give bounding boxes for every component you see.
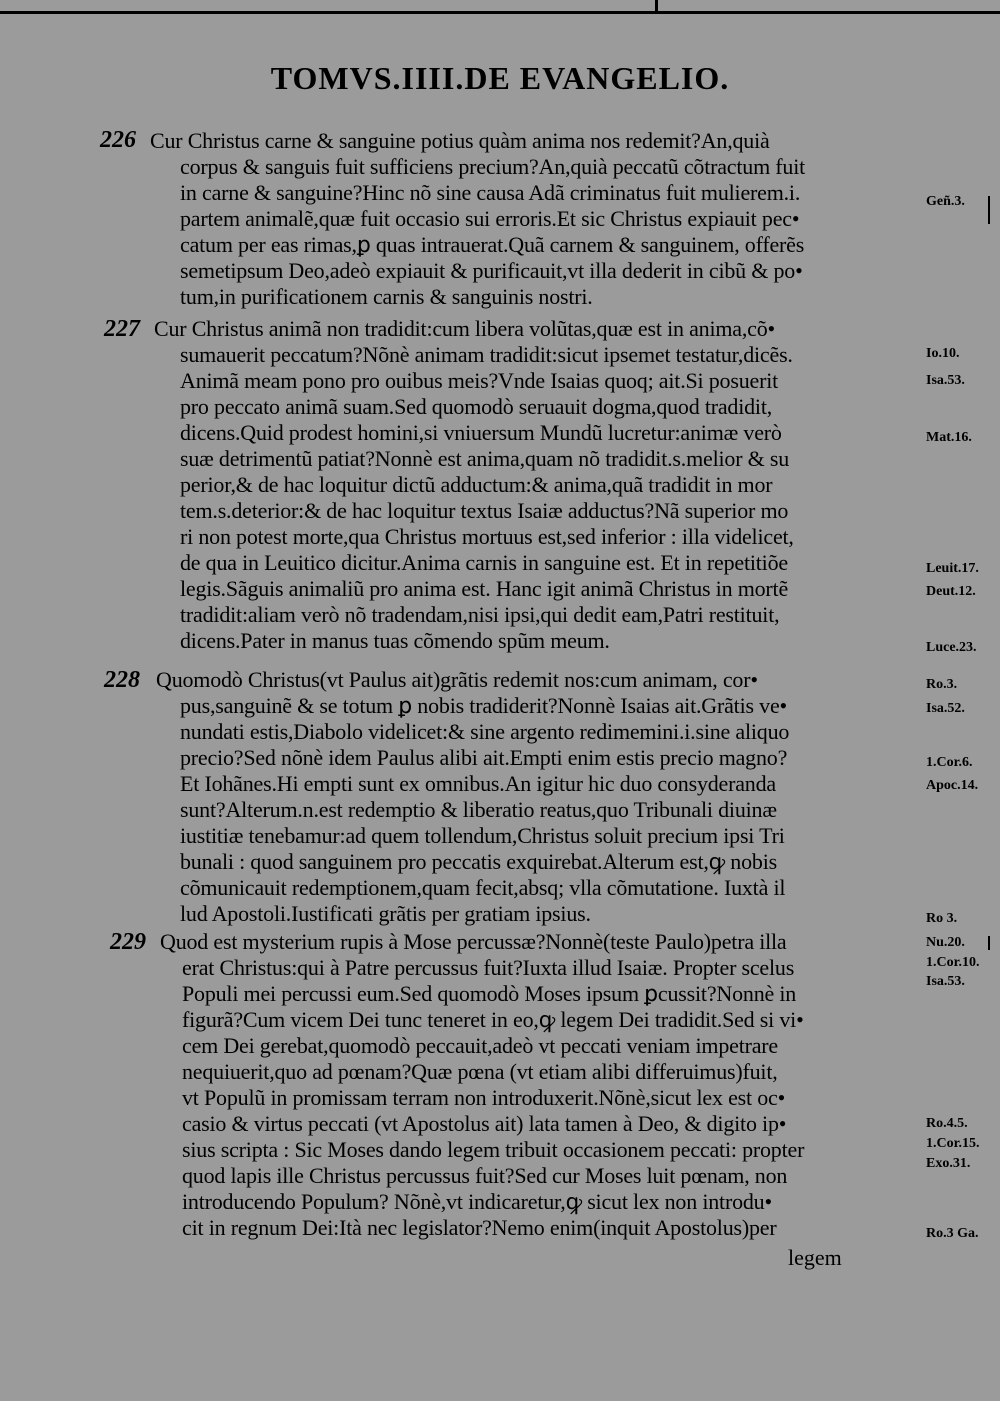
entry-line: nequiuerit,quo ad pœnam?Quæ pœna (vt etiam alibi differuimus)fuit,	[182, 1059, 778, 1084]
entry-number: 228	[104, 667, 140, 693]
entry-line: tradidit:aliam verò nõ tradendam,nisi ipsi,qui dedit eam,Patri restituit,	[180, 602, 780, 627]
margin-note: Isa.52.	[926, 701, 965, 716]
entry-line: iustitiæ tenebamur:ad quem tollendum,Christus soluit precium ipsi Tri	[180, 823, 785, 848]
entry-line: in carne & sanguine?Hinc nõ sine causa Adã criminatus fuit mulierem.i.	[180, 180, 801, 205]
entry-line: pus,sanguinẽ & se totum ꝑ nobis tradiderit?Nonnè Isaias ait.Grãtis ve•	[180, 693, 788, 718]
margin-note: Ro 3.	[926, 911, 958, 926]
entry-line: Quomodò Christus(vt Paulus ait)grãtis redemit nos:cum animam, cor•	[156, 667, 758, 692]
page-title: TOMVS.IIII.DE EVANGELIO.	[270, 60, 730, 96]
entry-line: Et Iohãnes.Hi empti sunt ex omnibus.An igitur hic duo consyderanda	[180, 771, 776, 796]
catchword: legem	[788, 1245, 842, 1270]
entry-line: partem animalẽ,quæ fuit occasio sui erroris.Et sic Christus expiauit pec•	[180, 206, 800, 231]
entry-line: Animã meam pono pro ouibus meis?Vnde Isaias quoq; ait.Si posuerit	[180, 368, 779, 393]
entry-number: 227	[104, 316, 140, 342]
entry-line: lud Apostoli.Iustificati grãtis per gratiam ipsius.	[180, 901, 591, 926]
entry-line: legis.Sãguis animaliũ pro anima est. Hanc igit animã Christus in mortẽ	[180, 576, 789, 601]
margin-note: Exo.31.	[926, 1156, 971, 1171]
entry-line: casio & virtus peccati (vt Apostolus ait) lata tamen à Deo, & digito ip•	[182, 1111, 787, 1136]
entry-line: nundati estis,Diabolo videlicet:& sine argento redimemini.i.sine aliquo	[180, 719, 790, 744]
entry-line: sunt?Alterum.n.est redemptio & liberatio reatus,quo Tribunali diuinæ	[180, 797, 777, 822]
margin-note: Nu.20.	[926, 935, 965, 950]
entry-line: dicens.Quid prodest homini,si vniuersum Mundũ lucretur:animæ verò	[180, 420, 782, 445]
margin-note: 1.Cor.15.	[926, 1136, 980, 1151]
entry-line: corpus & sanguis fuit sufficiens precium?An,quià peccatũ cõtractum fuit	[180, 154, 806, 179]
entry-line: cit in regnum Dei:Ità nec legislator?Nemo enim(inquit Apostolus)per	[182, 1215, 777, 1240]
margin-note: Mat.16.	[926, 430, 972, 445]
entry-line: perior,& de hac loquitur dictũ adductum:& anima,quã tradidit in mor	[180, 472, 773, 497]
top-rule-notch	[655, 0, 658, 14]
entry-line: Cur Christus carne & sanguine potius quàm anima nos redemit?An,quià	[150, 128, 770, 153]
entry-line: erat Christus:qui à Patre percussus fuit?Iuxta illud Isaiæ. Propter scelus	[182, 955, 795, 980]
margin-note: 1.Cor.10.	[926, 955, 980, 970]
entry-line: tum,in purificationem carnis & sanguinis nostri.	[180, 284, 593, 309]
entry-line: cem Dei gerebat,quomodò peccauit,adeò vt peccati veniam impetrare	[182, 1033, 778, 1058]
margin-note: Geñ.3.	[926, 194, 965, 209]
entry-line: Cur Christus animã non tradidit:cum libera volũtas,quæ est in anima,cõ•	[154, 316, 776, 341]
entry-line: quod lapis ille Christus percussus fuit?Sed cur Moses luit pœnam, non	[182, 1163, 788, 1188]
entry-line: catum per eas rimas,ꝑ quas intrauerat.Quã carnem & sanguinem, offerẽs	[180, 232, 805, 257]
entry-number: 229	[110, 929, 146, 955]
entry-line: Populi mei percussi eum.Sed quomodò Moses ipsum ꝑcussit?Nonnè in	[182, 981, 797, 1006]
entry-number: 226	[100, 127, 136, 153]
margin-note: Luce.23.	[926, 640, 977, 655]
entry-line: Quod est mysterium rupis à Mose percussæ?Nonnè(teste Paulo)petra illa	[160, 929, 787, 954]
entry-line: sius scripta : Sic Moses dando legem tribuit occasionem peccati: propter	[182, 1137, 805, 1162]
margin-note: 1.Cor.6.	[926, 755, 973, 770]
margin-note: Ro.3 Ga.	[926, 1226, 979, 1241]
entry-line: pro peccato animã suam.Sed quomodò seruauit dogma,quod tradidit,	[180, 394, 773, 419]
top-rule	[0, 0, 1000, 14]
margin-rule	[988, 936, 990, 950]
entry-line: introducendo Populum? Nõnè,vt indicaretur,ꝙ sicut lex non introdu•	[182, 1189, 772, 1214]
entry-line: semetipsum Deo,adeò expiauit & purificauit,vt illa dederit in cibũ & po•	[180, 258, 803, 283]
margin-note: Isa.53.	[926, 373, 965, 388]
entry-line: cõmunicauit redemptionem,quam fecit,absq; vlla cõmutatione. Iuxtà il	[180, 875, 786, 900]
margin-note: Leuit.17.	[926, 561, 979, 576]
margin-note: Ro.4.5.	[926, 1116, 968, 1131]
entry-line: de qua in Leuitico dicitur.Anima carnis in sanguine est. Et in repetitiõe	[180, 550, 788, 575]
entry-line: figurã?Cum vicem Dei tunc teneret in eo,ꝙ legem Dei tradidit.Sed si vi•	[182, 1007, 804, 1032]
margin-note: Apoc.14.	[926, 778, 979, 793]
margin-note: Ro.3.	[926, 677, 958, 692]
entry-line: vt Populũ in promissam terram non introduxerit.Nõnè,sicut lex est oc•	[182, 1085, 786, 1110]
entry-line: sumauerit peccatum?Nõnè animam tradidit:sicut ipsemet testatur,dicẽs.	[180, 342, 793, 367]
entry-line: ri non potest morte,qua Christus mortuus est,sed inferior : illa videlicet,	[180, 524, 794, 549]
entry-line: dicens.Pater in manus tuas cõmendo spũm meum.	[180, 628, 610, 653]
entry-line: tem.s.deterior:& de hac loquitur textus Isaiæ adductus?Nã superior mo	[180, 498, 789, 523]
margin-note: Deut.12.	[926, 584, 976, 599]
entry-line: bunali : quod sanguinem pro peccatis exquirebat.Alterum est,ꝙ nobis	[180, 849, 777, 874]
entry-line: suæ detrimentũ patiat?Nonnè est anima,quam nõ tradidit.s.melior & su	[180, 446, 789, 471]
margin-note: Io.10.	[926, 346, 960, 361]
margin-note: Isa.53.	[926, 974, 965, 989]
margin-rule	[988, 196, 990, 224]
entry-line: precio?Sed nõnè idem Paulus alibi ait.Empti enim estis precio magno?	[180, 745, 788, 770]
